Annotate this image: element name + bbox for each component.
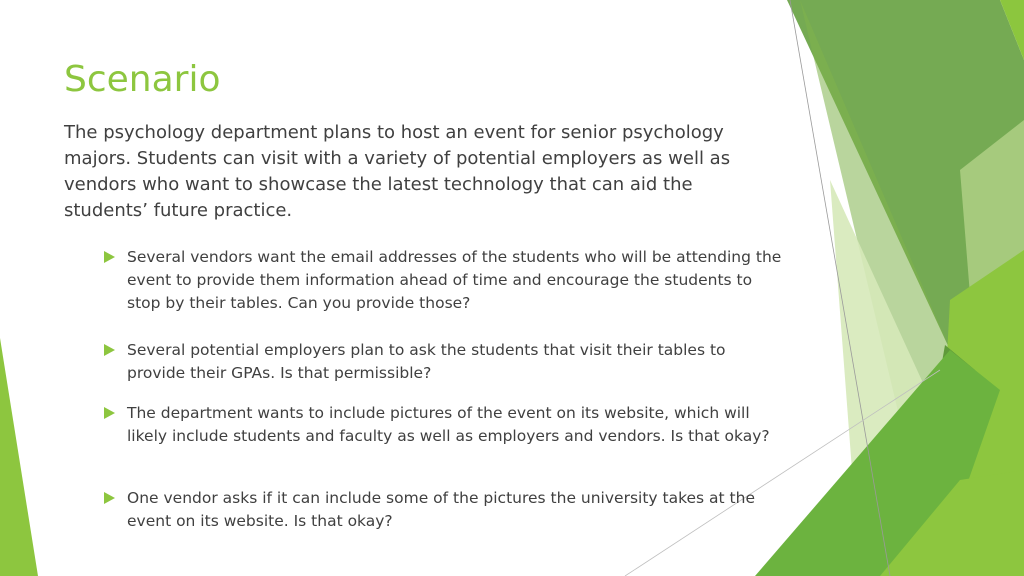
list-item bbox=[104, 402, 784, 448]
list-item-text: The department wants to include pictures of the event on its website, which will likely include students and faculty as well as employers and vendors. Is that okay? bbox=[127, 404, 770, 445]
left-edge-strip bbox=[0, 338, 38, 576]
list-item-text: Several potential employers plan to ask the students that visit their tables to provide their GPAs. Is that permissible? bbox=[127, 341, 726, 382]
triangle-bullet-icon bbox=[104, 492, 115, 504]
list-item bbox=[104, 487, 784, 533]
triangle-bullet-icon bbox=[104, 344, 115, 356]
list-item-text: Several vendors want the email addresses of the students who will be attending the event to provide them information ahead of time and encourage the students to stop by their tables. Can you provide those? bbox=[127, 248, 782, 312]
list-item bbox=[104, 339, 784, 385]
intro-paragraph: The psychology department plans to host an event for senior psychology majors. Students can visit with a variety of potential employers as well as vendors who want to showcase the latest technology that can aid the students’ future practice. bbox=[64, 122, 731, 221]
triangle-bullet-icon bbox=[104, 251, 115, 263]
list-item-text: One vendor asks if it can include some of the pictures the university takes at the event on its website. Is that okay? bbox=[127, 489, 755, 530]
slide-title: Scenario bbox=[64, 59, 221, 100]
list-item bbox=[104, 246, 784, 315]
triangle-bullet-icon bbox=[104, 407, 115, 419]
